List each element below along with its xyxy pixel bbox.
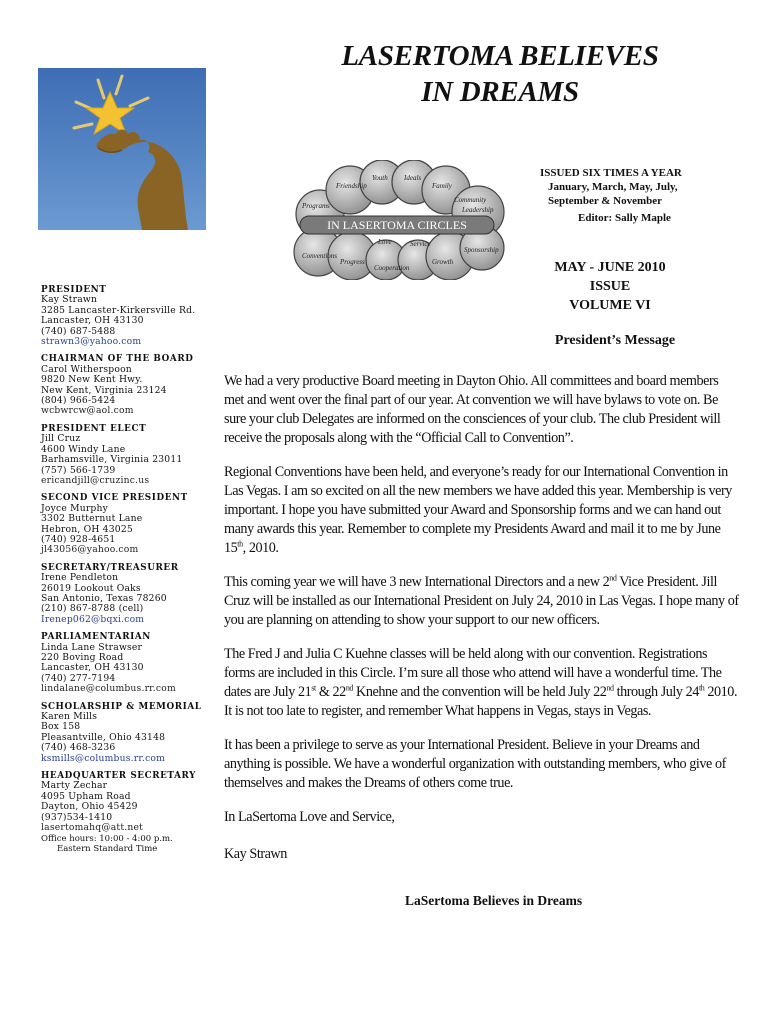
officer-line: Jill Cruz xyxy=(41,433,81,445)
officer-line: 4600 Windy Lane xyxy=(41,443,126,455)
officer-role: PRESIDENT xyxy=(41,285,107,295)
officer-email: lindalane@columbus.rr.com xyxy=(41,683,176,695)
officer-line: 4095 Upham Road xyxy=(41,790,131,802)
circle-word: Youth xyxy=(372,174,388,182)
issue-volume: VOLUME VI xyxy=(569,298,651,313)
officer-email-link[interactable]: Irenep062@bqxi.com xyxy=(41,613,145,625)
newsletter-title xyxy=(300,38,700,110)
officer-line: Lancaster, OH 43130 xyxy=(41,315,144,327)
circle-word: Family xyxy=(432,182,452,190)
issued-months-1: January, March, May, July, xyxy=(548,181,678,193)
officer-line: (757) 566-1739 xyxy=(41,464,116,476)
officer-scholarship-memorial xyxy=(41,702,216,764)
officer-role: PARLIAMENTARIAN xyxy=(41,632,151,643)
circle-word: Ideals xyxy=(404,174,422,182)
officer-role: CHAIRMAN OF THE BOARD xyxy=(41,354,194,365)
hand-reaching-star-icon xyxy=(38,68,206,230)
officer-role: SECRETARY/TREASURER xyxy=(41,562,179,573)
officer-line: 26019 Lookout Oaks xyxy=(41,582,141,594)
office-hours-time: Office hours: 10:00 - 4:00 p.m. xyxy=(41,833,173,844)
circle-word: Progress xyxy=(340,258,365,266)
officer-line: 3302 Butternut Lane xyxy=(41,513,143,525)
issued-frequency: ISSUED SIX TIMES A YEAR xyxy=(540,167,682,179)
signature: Kay Strawn xyxy=(224,846,287,862)
issue-date: MAY - JUNE 2010 xyxy=(554,260,666,275)
officer-chairman xyxy=(41,354,216,416)
officer-line: Karen Mills xyxy=(41,711,98,723)
officer-role: SCHOLARSHIP & MEMORIAL xyxy=(41,701,202,712)
officer-line: Kay Strawn xyxy=(41,294,98,306)
section-title: President’s Message xyxy=(554,333,676,348)
officer-line: 3285 Lancaster-Kirkersville Rd. xyxy=(41,304,196,316)
officer-role: HEADQUARTER SECRETARY xyxy=(41,771,197,782)
circle-word: Cooperation xyxy=(374,264,410,272)
officer-line: San Antonio, Texas 78260 xyxy=(41,592,167,604)
presidents-message xyxy=(224,372,739,864)
message-paragraph: Regional Conventions have been held, and everyone’s ready for our International Convention in Las Vegas. I am so excited on all the new members we have added this year. Membership is very important. I hope you have submitted your Award and Sponsorship forms and we can hand out many awards this year. Remember to complete my Presidents Award and mail it to me by June 15th, 2010. xyxy=(224,464,732,556)
officer-line: Irene Pendleton xyxy=(41,572,119,584)
officer-line: Marty Zechar xyxy=(41,780,108,792)
officer-president-elect xyxy=(41,424,216,486)
circle-word: Sponsorship xyxy=(464,246,499,254)
officer-email: ericandjill@cruzinc.us xyxy=(41,474,150,486)
circle-word: Friendship xyxy=(336,182,367,190)
officer-directory xyxy=(41,285,216,855)
officer-line: 220 Boving Road xyxy=(41,652,124,663)
officer-line: (937)534-1410 xyxy=(41,811,113,823)
officer-email: jl43056@yahoo.com xyxy=(41,544,139,556)
closing-tagline: LaSertoma Believes in Dreams xyxy=(405,893,583,908)
message-paragraph: It has been a privilege to serve as your International President. Believe in your Dreams and anything is possible. We have a wonderful organization with outstanding members, who give of themselves and makes the Dreams of others come true. xyxy=(224,737,726,791)
officer-role: SECOND VICE PRESIDENT xyxy=(41,493,188,504)
officer-line: (740) 277-7194 xyxy=(41,672,116,684)
officer-secretary-treasurer xyxy=(41,563,216,625)
officer-line: (740) 687-5488 xyxy=(41,325,116,337)
officer-line: Hebron, OH 43025 xyxy=(41,523,133,535)
officer-line: (740) 928-4651 xyxy=(41,533,116,545)
officer-email-link[interactable]: ksmills@columbus.rr.com xyxy=(41,752,166,764)
officer-parliamentarian xyxy=(41,632,216,694)
issue-info xyxy=(520,258,700,315)
circles-banner-text: IN LASERTOMA CIRCLES xyxy=(327,218,467,232)
officer-hq-secretary xyxy=(41,771,216,833)
officer-line: (804) 966-5424 xyxy=(41,395,116,407)
issued-info xyxy=(540,166,682,208)
officer-line: 9820 New Kent Hwy. xyxy=(41,374,143,386)
title-line-2: IN DREAMS xyxy=(421,76,579,108)
officer-president xyxy=(41,285,216,347)
officer-email-link[interactable]: strawn3@yahoo.com xyxy=(41,336,142,348)
lasertoma-circles-logo xyxy=(282,160,512,280)
issue-label: ISSUE xyxy=(589,279,631,294)
circle-word: Community xyxy=(454,196,487,204)
officer-line: Box 158 xyxy=(41,721,81,733)
officer-line: Pleasantville, Ohio 43148 xyxy=(41,731,166,743)
office-hours xyxy=(41,834,216,855)
officer-email: wcbwrcw@aol.com xyxy=(41,405,134,417)
circle-word: Service xyxy=(410,240,431,248)
editor-line: Editor: Sally Maple xyxy=(578,212,671,224)
officer-line: Carol Witherspoon xyxy=(41,363,132,375)
office-hours-zone: Eastern Standard Time xyxy=(57,844,158,854)
officer-line: (740) 468-3236 xyxy=(41,742,116,754)
officer-line: Linda Lane Strawser xyxy=(41,641,143,653)
circle-word: Love xyxy=(378,238,392,246)
officer-line: Barhamsville, Virginia 23011 xyxy=(41,454,183,466)
officer-line: Dayton, Ohio 45429 xyxy=(41,801,138,813)
message-sign-off: In LaSertoma Love and Service, xyxy=(224,809,395,825)
message-paragraph: We had a very productive Board meeting in Dayton Ohio. All committees and board members met and went over the final part of our year. At convention we will have bylaws to vote on. Be sure your club Delegates are informed on the consciences of your club. The club President will receive the proposals along with the “Official Call to Convention”. xyxy=(224,373,721,446)
circle-word: Conventions xyxy=(302,252,337,260)
message-paragraph: This coming year we will have 3 new International Directors and a new 2nd Vice President. Jill Cruz will be installed as our International President on July 24, 2010 in Las Vegas. I hope many of you are planning on attending to show your support to our new officers. xyxy=(224,573,739,628)
officer-line: (210) 867-8788 (cell) xyxy=(41,603,144,615)
message-paragraph: The Fred J and Julia C Kuehne classes will be held along with our convention. Registrations forms are included in this Circle. I’m sure all those who attend will have a wonderful time. The dates are July 21st & 22nd Knehne and the convention will be held July 22nd through July 24th 2010. It is not too late to register, and remember What happens in Vegas, stays in Vegas. xyxy=(224,646,738,719)
title-line-1: LASERTOMA BELIEVES xyxy=(341,40,659,72)
circle-word: Growth xyxy=(432,258,454,266)
officer-line: Joyce Murphy xyxy=(41,502,109,514)
officer-second-vp xyxy=(41,493,216,555)
officer-role: PRESIDENT ELECT xyxy=(41,423,147,434)
officer-line: New Kent, Virginia 23124 xyxy=(41,384,167,396)
officer-email: lasertomahq@att.net xyxy=(41,822,143,834)
circle-word: Leadership xyxy=(462,206,494,214)
issued-months-2: September & November xyxy=(548,195,663,207)
circle-word: Programs xyxy=(302,202,330,210)
officer-line: Lancaster, OH 43130 xyxy=(41,662,144,674)
